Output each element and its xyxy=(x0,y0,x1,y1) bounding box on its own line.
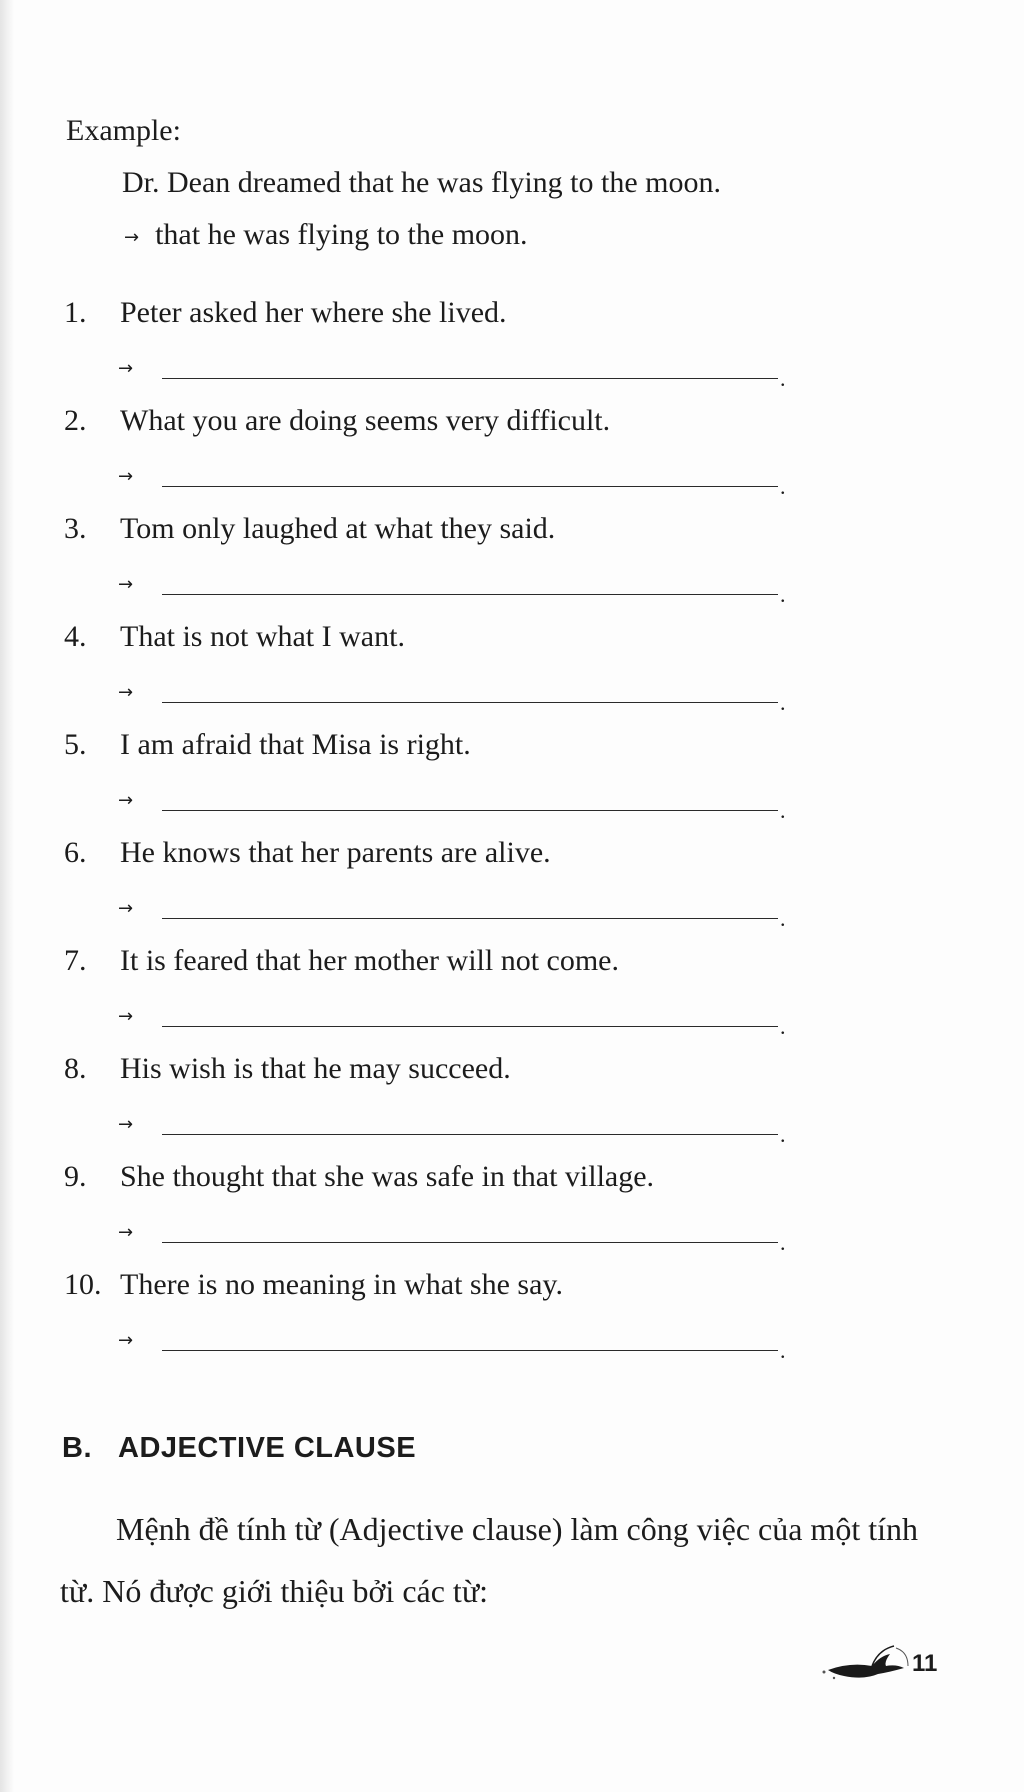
exercise-item xyxy=(0,296,1024,404)
answer-line[interactable] xyxy=(118,790,786,823)
arrow-icon: → xyxy=(118,358,134,379)
exercise-item xyxy=(0,1160,1024,1268)
answer-blank[interactable] xyxy=(162,810,778,811)
example-sentence: Dr. Dean dreamed that he was flying to the moon. xyxy=(122,166,722,199)
exercise-item xyxy=(0,620,1024,728)
answer-blank[interactable] xyxy=(162,1134,778,1135)
section-title: ADJECTIVE CLAUSE xyxy=(118,1432,417,1464)
answer-line[interactable] xyxy=(118,898,786,931)
answer-line[interactable] xyxy=(118,1222,786,1255)
item-number: 1. xyxy=(64,296,87,329)
answer-line[interactable] xyxy=(118,1006,786,1039)
arrow-icon: → xyxy=(118,466,134,487)
answer-line[interactable] xyxy=(118,682,786,715)
item-number: 5. xyxy=(64,728,87,761)
item-sentence: Tom only laughed at what they said. xyxy=(120,512,556,545)
answer-period: . xyxy=(780,690,786,715)
answer-period: . xyxy=(780,906,786,931)
item-number: 9. xyxy=(64,1160,87,1193)
answer-period: . xyxy=(780,1122,786,1147)
answer-blank[interactable] xyxy=(162,918,778,919)
page-footer xyxy=(820,1640,950,1690)
page-number: 11 xyxy=(912,1650,938,1677)
arrow-icon: → xyxy=(118,682,134,703)
exercise-item xyxy=(0,836,1024,944)
item-number: 3. xyxy=(64,512,87,545)
item-number: 4. xyxy=(64,620,87,653)
arrow-icon: → xyxy=(118,574,134,595)
item-number: 6. xyxy=(64,836,87,869)
answer-blank[interactable] xyxy=(162,1026,778,1027)
answer-period: . xyxy=(780,582,786,607)
arrow-icon: → xyxy=(118,1114,134,1135)
arrow-icon: → xyxy=(118,790,134,811)
item-number: 10. xyxy=(64,1268,102,1301)
exercise-item xyxy=(0,944,1024,1052)
item-sentence: It is feared that her mother will not come. xyxy=(120,944,619,977)
answer-period: . xyxy=(780,1338,786,1363)
answer-line[interactable] xyxy=(118,358,786,391)
exercise-item xyxy=(0,1268,1024,1376)
answer-blank[interactable] xyxy=(162,1350,778,1351)
flying-bird-ornament-icon xyxy=(820,1644,912,1684)
item-sentence: She thought that she was safe in that village. xyxy=(120,1160,655,1193)
answer-blank[interactable] xyxy=(162,378,778,379)
arrow-icon: → xyxy=(118,1330,134,1351)
item-sentence: That is not what I want. xyxy=(120,620,405,653)
answer-period: . xyxy=(780,366,786,391)
item-number: 2. xyxy=(64,404,87,437)
item-number: 8. xyxy=(64,1052,87,1085)
answer-blank[interactable] xyxy=(162,594,778,595)
answer-period: . xyxy=(780,1230,786,1255)
section-paragraph: Mệnh đề tính từ (Adjective clause) làm công việc của một tính từ. Nó được giới thiệu bởi các từ: xyxy=(60,1511,918,1609)
item-sentence: He knows that her parents are alive. xyxy=(120,836,551,869)
example-label: Example: xyxy=(66,114,181,147)
answer-blank[interactable] xyxy=(162,1242,778,1243)
item-sentence: I am afraid that Misa is right. xyxy=(120,728,471,761)
answer-line[interactable] xyxy=(118,1330,786,1363)
answer-period: . xyxy=(780,1014,786,1039)
arrow-icon: → xyxy=(124,226,140,248)
exercise-item xyxy=(0,728,1024,836)
answer-period: . xyxy=(780,798,786,823)
arrow-icon: → xyxy=(118,898,134,919)
answer-blank[interactable] xyxy=(162,486,778,487)
item-number: 7. xyxy=(64,944,87,977)
exercise-item xyxy=(0,512,1024,620)
section-letter: B. xyxy=(62,1432,92,1464)
arrow-icon: → xyxy=(118,1006,134,1027)
section-heading xyxy=(62,1432,416,1465)
item-sentence: There is no meaning in what she say. xyxy=(120,1268,563,1301)
exercise-item xyxy=(0,404,1024,512)
arrow-icon: → xyxy=(118,1222,134,1243)
example-answer-text: that he was flying to the moon. xyxy=(155,218,528,251)
answer-line[interactable] xyxy=(118,466,786,499)
answer-period: . xyxy=(780,474,786,499)
exercise-item xyxy=(0,1052,1024,1160)
item-sentence: Peter asked her where she lived. xyxy=(120,296,507,329)
answer-line[interactable] xyxy=(118,1114,786,1147)
item-sentence: His wish is that he may succeed. xyxy=(120,1052,511,1085)
answer-blank[interactable] xyxy=(162,702,778,703)
answer-line[interactable] xyxy=(118,574,786,607)
item-sentence: What you are doing seems very difficult. xyxy=(120,404,611,437)
